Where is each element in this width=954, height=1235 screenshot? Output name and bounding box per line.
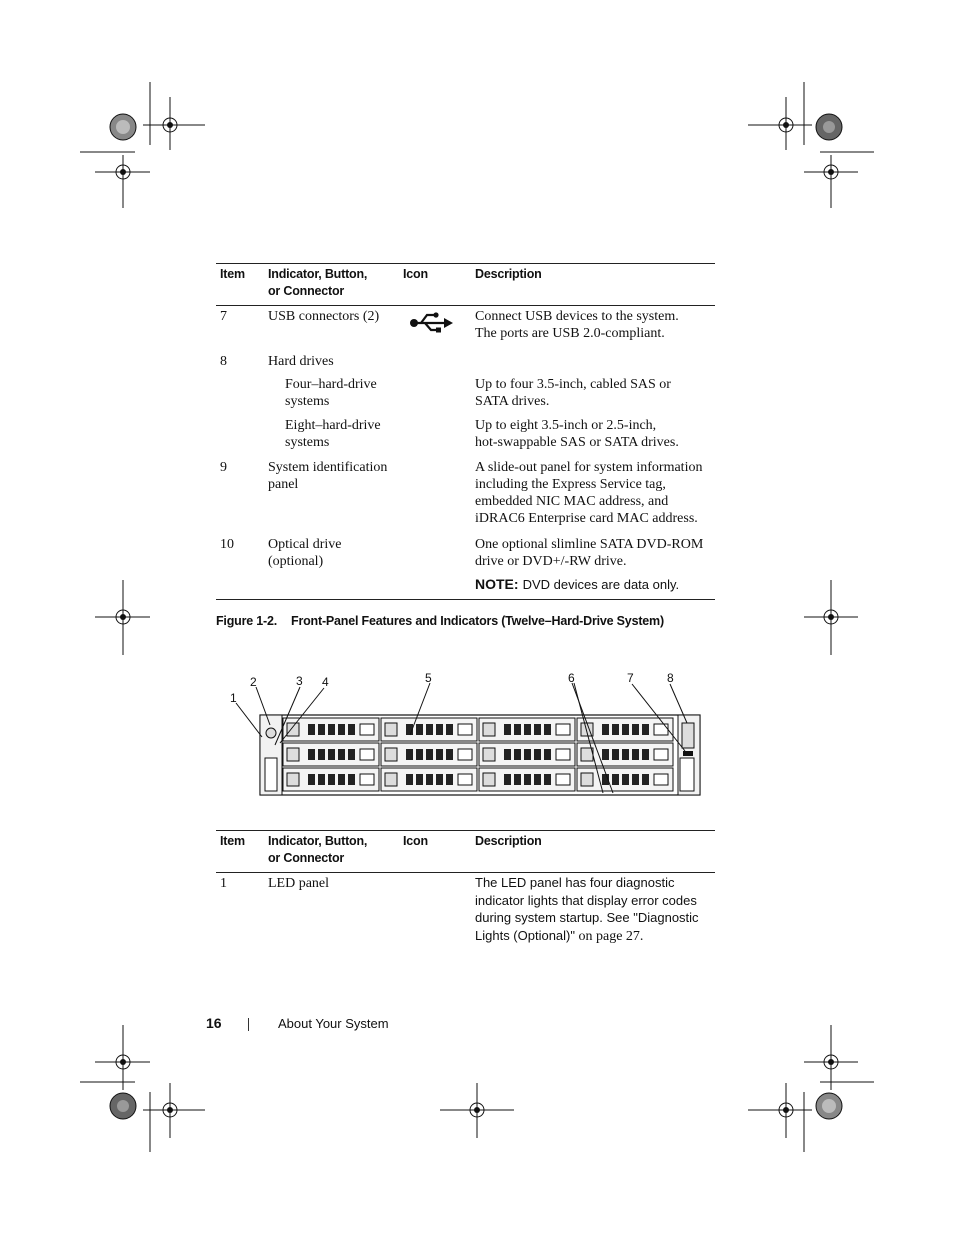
drive-vent	[426, 724, 433, 735]
drive-vent	[406, 774, 413, 785]
callout-3: 3	[296, 674, 303, 688]
drive-handle	[360, 749, 374, 760]
row-sub-eight-drive: Eight–hard-drive systems	[285, 418, 381, 450]
drive-handle	[458, 749, 472, 760]
drive-vent	[348, 724, 355, 735]
drive-vent	[308, 724, 315, 735]
header-description: Description	[475, 267, 542, 281]
header-indicator: Indicator, Button, or Connector	[268, 267, 368, 298]
drive-carrier-latch	[287, 723, 299, 736]
drive-carrier-latch	[385, 773, 397, 786]
drive-vent	[514, 749, 521, 760]
callout-6: 6	[568, 671, 575, 685]
drive-vent	[308, 774, 315, 785]
drive-handle	[556, 774, 570, 785]
header-description: Description	[475, 834, 542, 848]
page-number: 16	[206, 1015, 222, 1031]
drive-carrier-latch	[483, 773, 495, 786]
header-indicator: Indicator, Button, or Connector	[268, 834, 368, 865]
table2-top-rule	[216, 830, 715, 831]
callout-2: 2	[250, 675, 257, 689]
drive-vent	[632, 749, 639, 760]
callout-7: 7	[627, 671, 634, 685]
drive-vent	[426, 749, 433, 760]
drive-vent	[348, 749, 355, 760]
drive-handle	[458, 724, 472, 735]
drive-vent	[642, 774, 649, 785]
row-item-10: 10	[220, 537, 234, 552]
header-icon: Icon	[403, 267, 428, 281]
row-sub-four-drive-desc: Up to four 3.5-inch, cabled SAS or SATA drives.	[475, 377, 671, 409]
row-item-7: 7	[220, 309, 227, 324]
drive-carrier-latch	[385, 723, 397, 736]
table-bottom-rule	[216, 599, 715, 600]
row-desc-sysid: A slide-out panel for system information including the Express Service tag, embedded NIC MAC address, and iDRAC6 Enterprise card MAC address.	[475, 460, 703, 526]
figure-number: Figure 1-2.	[216, 614, 278, 628]
drive-vent	[534, 724, 541, 735]
drive-vent	[504, 724, 511, 735]
header-item: Item	[220, 267, 245, 281]
drive-vent	[534, 774, 541, 785]
figure-title: Front-Panel Features and Indicators (Twelve–Hard-Drive System)	[291, 614, 664, 628]
features-table-continued	[216, 263, 715, 603]
drive-vent	[338, 724, 345, 735]
drive-vent	[524, 724, 531, 735]
drive-vent	[524, 774, 531, 785]
drive-vent	[612, 774, 619, 785]
drive-vent	[622, 749, 629, 760]
drive-vent	[318, 774, 325, 785]
drive-vent	[318, 724, 325, 735]
drive-vent	[328, 724, 335, 735]
drive-handle	[458, 774, 472, 785]
drive-vent	[622, 774, 629, 785]
drive-handle	[654, 774, 668, 785]
row-name-hard-drives: Hard drives	[268, 354, 334, 369]
drive-vent	[338, 774, 345, 785]
row-name-usb: USB connectors (2)	[268, 309, 380, 324]
drive-vent	[544, 774, 551, 785]
drive-vent	[622, 724, 629, 735]
drive-handle	[360, 724, 374, 735]
diagnostic-lights-link[interactable]: Lights (Optional)"	[475, 927, 575, 943]
row-name-led-panel: LED panel	[268, 876, 330, 891]
drive-carrier-latch	[581, 773, 593, 786]
drive-handle	[556, 724, 570, 735]
header-icon: Icon	[403, 834, 428, 848]
drive-vent	[348, 774, 355, 785]
drive-carrier-latch	[483, 723, 495, 736]
drive-vent	[504, 774, 511, 785]
drive-vent	[544, 724, 551, 735]
row-desc-led-panel: The LED panel has four diagnostic indicator lights that display error codes during system startup. See "Diagnostic Lights (Optional)" on page 27.	[475, 875, 699, 944]
drive-vent	[426, 774, 433, 785]
drive-carrier-latch	[385, 748, 397, 761]
drive-vent	[436, 724, 443, 735]
callout-4: 4	[322, 675, 329, 689]
drive-vent	[602, 749, 609, 760]
drive-vent	[642, 724, 649, 735]
drive-vent	[338, 749, 345, 760]
row-name-optical: Optical drive (optional)	[268, 537, 342, 569]
row-sub-eight-drive-desc: Up to eight 3.5-inch or 2.5-inch, hot-swappable SAS or SATA drives.	[475, 418, 679, 450]
drive-vent	[514, 724, 521, 735]
drive-vent	[514, 774, 521, 785]
usb-icon	[408, 310, 458, 334]
drive-vent	[328, 774, 335, 785]
callout-1: 1	[230, 691, 237, 705]
row-item-8: 8	[220, 354, 227, 369]
drive-vent	[308, 749, 315, 760]
row-desc-optical: One optional slimline SATA DVD-ROM drive or DVD+/-RW drive.	[475, 537, 704, 569]
drive-vent	[602, 724, 609, 735]
footer-separator	[248, 1018, 249, 1031]
drive-handle	[654, 749, 668, 760]
drive-carrier-latch	[287, 748, 299, 761]
drive-vent	[328, 749, 335, 760]
header-rule	[216, 872, 715, 873]
drive-carrier-latch	[483, 748, 495, 761]
drive-vent	[534, 749, 541, 760]
drive-vent	[642, 749, 649, 760]
drive-vent	[446, 749, 453, 760]
drive-vent	[632, 774, 639, 785]
drive-vent	[416, 749, 423, 760]
server-front-panel-drawing	[220, 665, 710, 805]
drive-vent	[524, 749, 531, 760]
row-item-1: 1	[220, 876, 227, 891]
drive-vent	[446, 774, 453, 785]
drive-vent	[544, 749, 551, 760]
drive-handle	[654, 724, 668, 735]
callout-8: 8	[667, 671, 674, 685]
front-panel-figure	[220, 665, 710, 805]
drive-vent	[504, 749, 511, 760]
row-name-sysid: System identification panel	[268, 460, 388, 492]
figure-caption	[216, 614, 664, 628]
drive-vent	[446, 724, 453, 735]
drive-vent	[416, 774, 423, 785]
drive-vent	[318, 749, 325, 760]
row-desc-usb: Connect USB devices to the system. The ports are USB 2.0-compliant.	[475, 309, 679, 341]
drive-handle	[360, 774, 374, 785]
drive-vent	[406, 749, 413, 760]
row-item-9: 9	[220, 460, 227, 475]
note-text: DVD devices are data only.	[522, 577, 680, 592]
row-sub-four-drive: Four–hard-drive systems	[285, 377, 377, 409]
callout-5: 5	[425, 671, 432, 685]
features-table	[216, 830, 715, 950]
drive-vent	[612, 724, 619, 735]
drive-vent	[436, 749, 443, 760]
drive-vent	[612, 749, 619, 760]
footer-section-title: About Your System	[278, 1016, 389, 1031]
note	[475, 575, 679, 594]
drive-vent	[436, 774, 443, 785]
table-top-rule	[216, 263, 715, 264]
drive-vent	[416, 724, 423, 735]
drive-vent	[632, 724, 639, 735]
drive-handle	[556, 749, 570, 760]
note-label: NOTE:	[475, 576, 519, 592]
header-rule	[216, 305, 715, 306]
drive-carrier-latch	[287, 773, 299, 786]
header-item: Item	[220, 834, 245, 848]
